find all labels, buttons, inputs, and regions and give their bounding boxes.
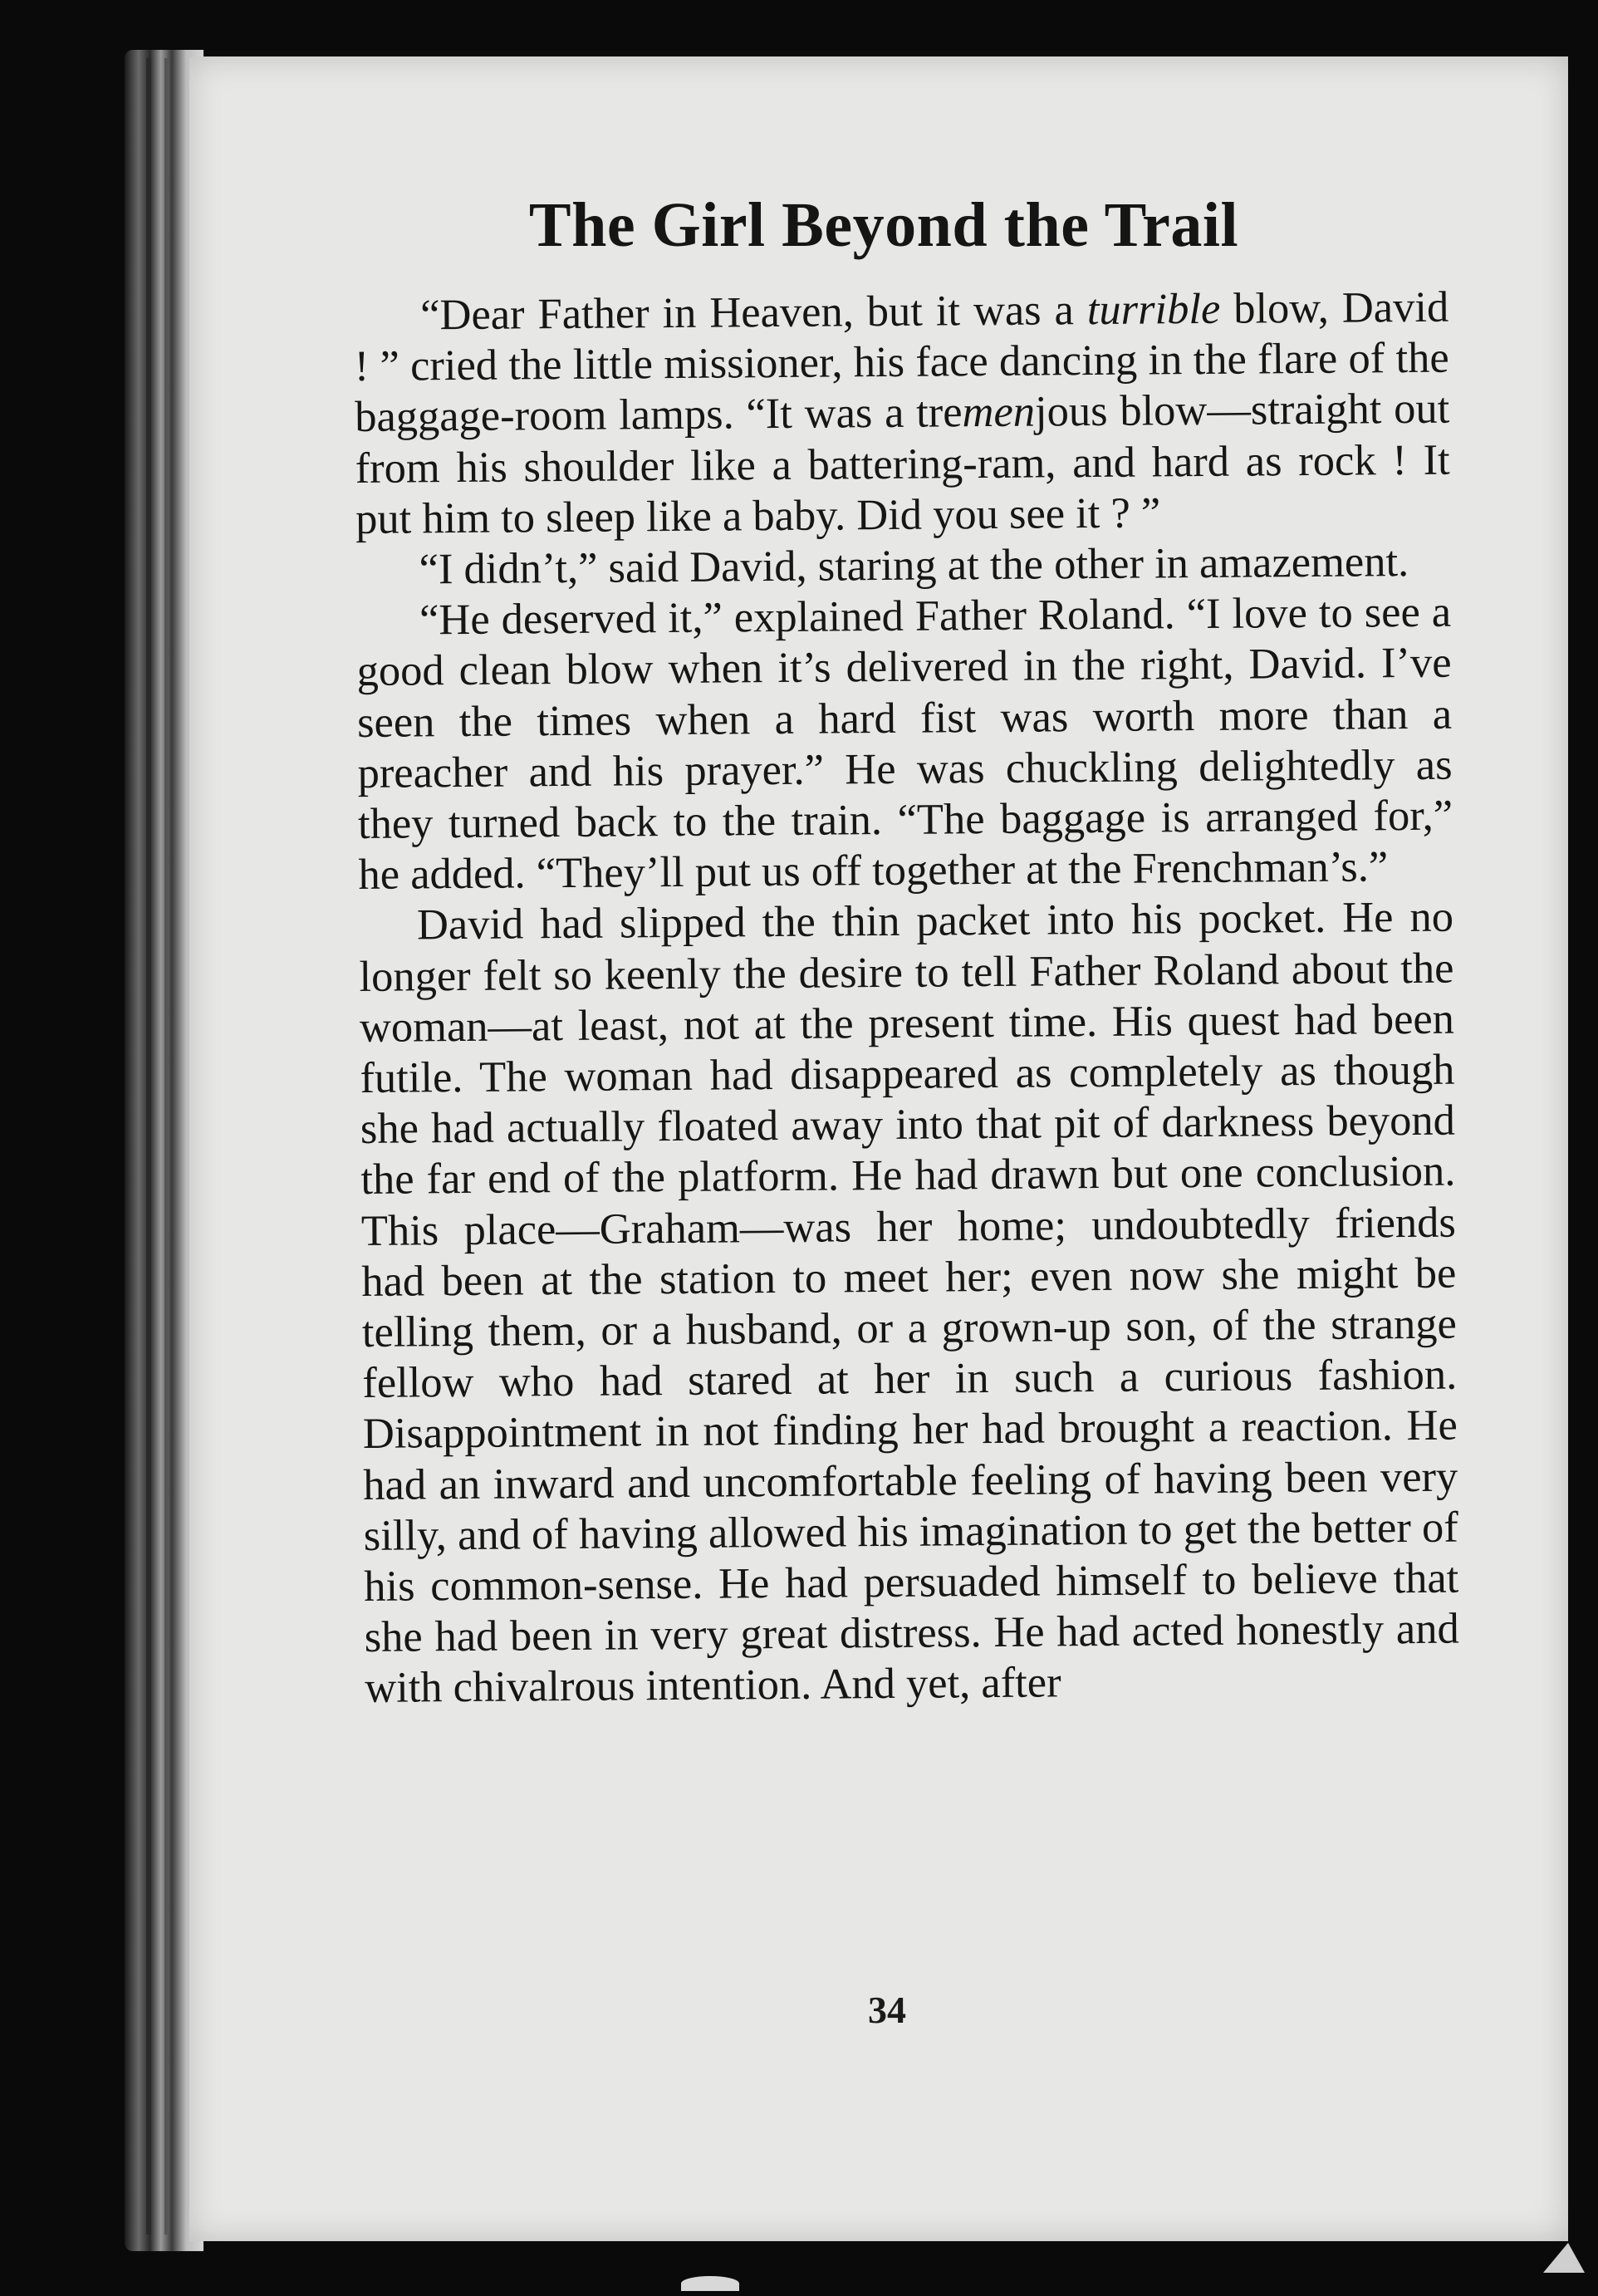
paragraph: David had slipped the thin packet into his pocket. He no longer felt so keenly the desire to tell Father Roland about the woman—at least, not at the present time. His quest had been futile. The woman had disappeared as completely as though she had actually floated away into that pit of darkness beyond the far end of the platform. He had drawn but one conclusion. This place—Graham—was her home; undoubtedly friends had been at the station to meet her; even now she might be telling them, or a husband, or a grown-up son, of the strange fellow who had stared at her in such a curious fashion. Disappointment in not finding her had brought a reaction. He had an inward and uncomfortable feeling of having been very silly, and of having allowed his imagination to get the better of his common-sense. He had persuaded himself to believe that she had been in very great distress. He had acted honestly and with chivalrous intention. And yet, after: [359, 893, 1459, 1713]
italic-text: turrible: [1086, 284, 1221, 335]
binding-edge-line: [164, 58, 168, 2235]
text-span: blow, David ! ” cried the little missioner, his face dancing in the flare of the baggage-room lamps. “It was a tre: [354, 282, 1449, 442]
body-text: [354, 282, 1459, 1715]
text-span: “Dear Father in Heaven, but it was a: [420, 286, 1088, 340]
book-page: [189, 56, 1568, 2241]
italic-text: men: [962, 387, 1036, 437]
paragraph: “I didn’t,” said David, staring at the other in amazement.: [419, 537, 1409, 594]
page-number: 34: [868, 1989, 906, 2031]
paragraph: [354, 282, 1450, 545]
scan-artifact: [681, 2276, 739, 2291]
page-title: The Girl Beyond the Trail: [528, 190, 1239, 260]
paragraph: “He deserved it,” explained Father Roland. “I love to see a good clean blow when it’s delivered in the right, David. I’ve seen the times when a hard fist was worth more than a preacher and his prayer.” He was chuckling delightedly as they turned back to the train. “The baggage is arranged for,” he added. “They’ll put us off together at the Frenchman’s.”: [356, 587, 1453, 900]
text-span: jous blow—straight out from his shoulder like a battering-ram, and hard as rock ! It put him to sleep like a baby. Did you see it ? ”: [355, 385, 1450, 543]
binding-edge-line: [146, 58, 151, 2235]
